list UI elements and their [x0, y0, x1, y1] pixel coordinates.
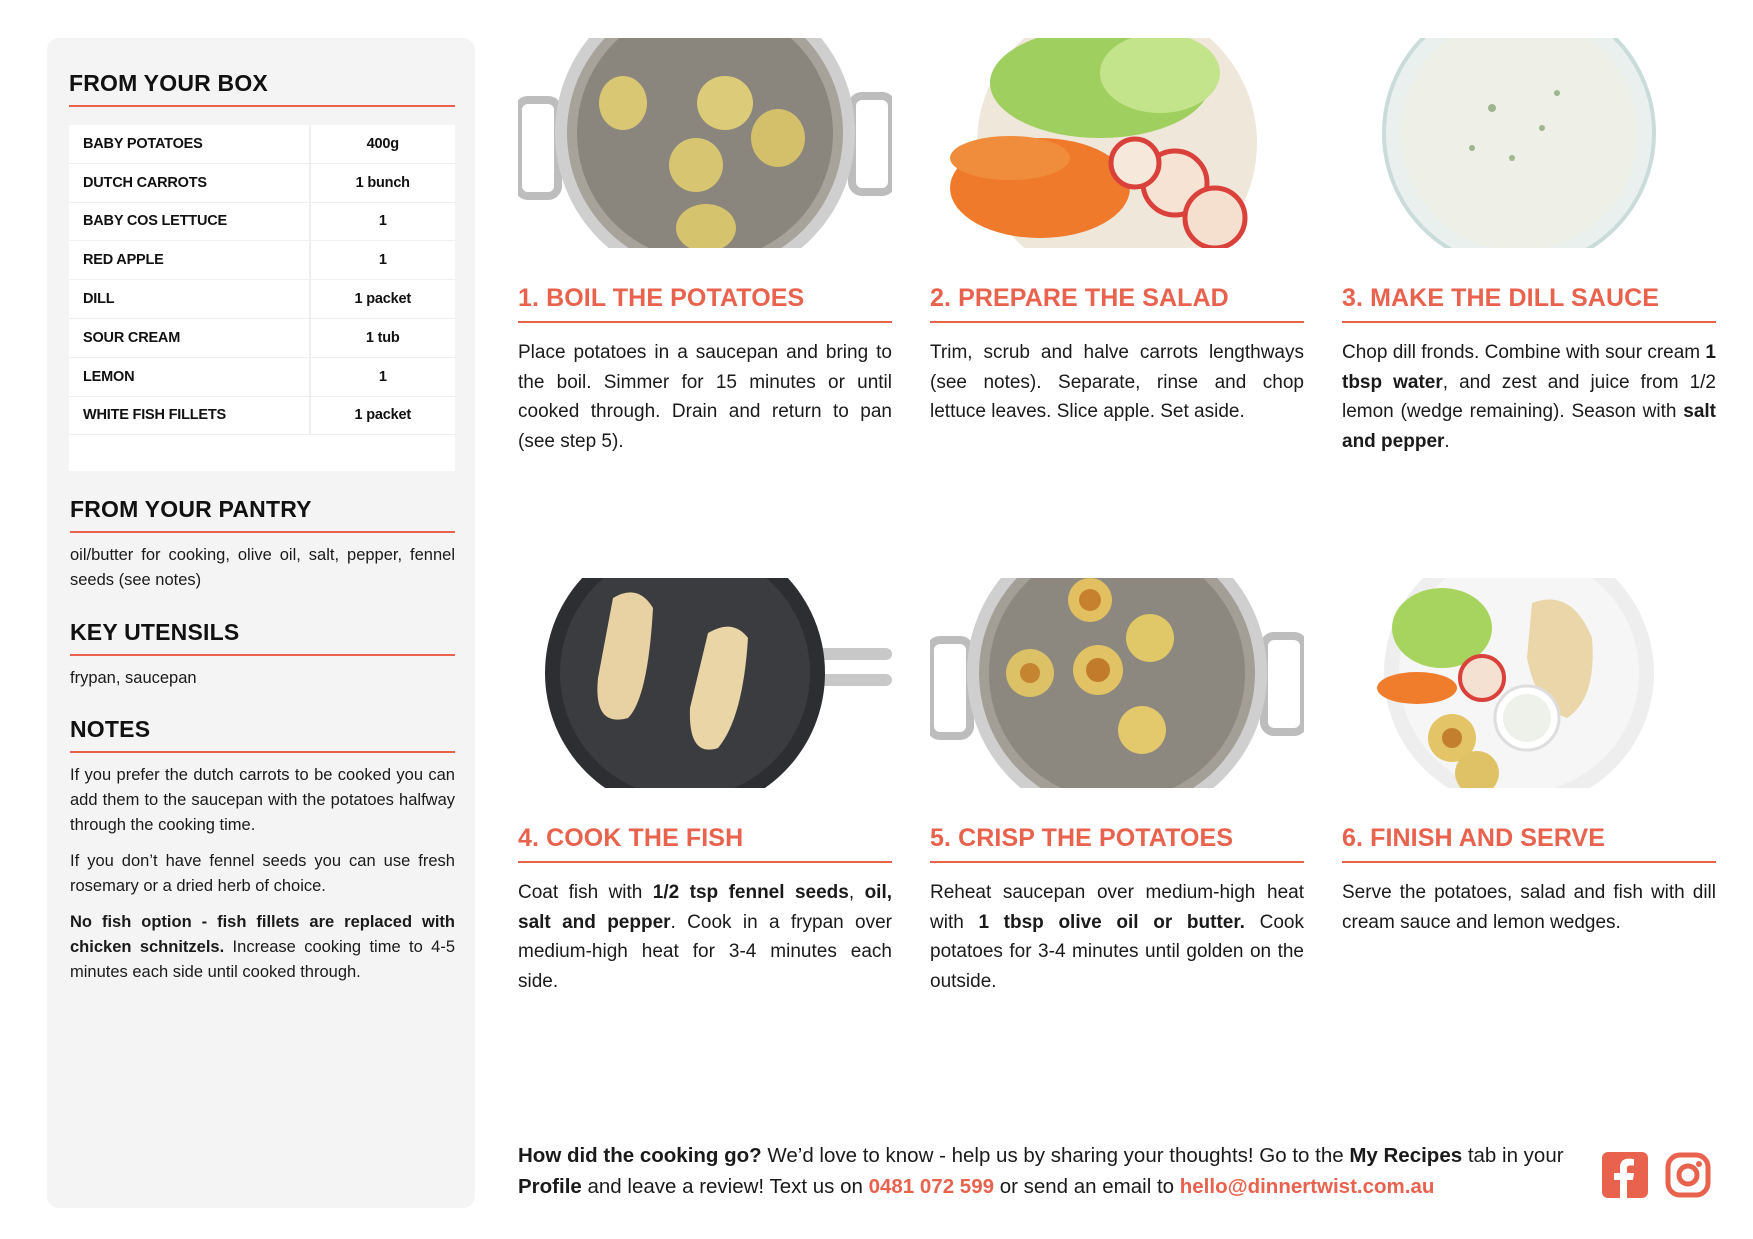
step-title: 5. CRISP THE POTATOES: [930, 824, 1234, 852]
table-row: [69, 241, 455, 280]
text-segment: We’d love to know - help us by sharing your thoughts! Go to the: [761, 1144, 1350, 1167]
text-segment: Reheat saucepan over medium-high heat with: [930, 882, 1304, 933]
note-bold: No fish option - fish fillets are replaced with chicken schnitzels.: [70, 913, 455, 956]
plated-dish-photo: [1342, 578, 1716, 788]
text-bold: oil, salt and pepper: [518, 882, 893, 933]
ingredient-qty: 1 tub: [365, 329, 400, 346]
ingredient-name: LEMON: [83, 368, 135, 385]
step-text: Serve the potatoes, salad and fish with dill cream sauce and lemon wedges.: [1342, 882, 1716, 933]
text-segment: and leave a review! Text us on: [581, 1175, 869, 1198]
step-text: Place potatoes in a saucepan and bring to the boil. Simmer for 15 minutes or until cooked through. Drain and return to pan (see step 5).: [518, 342, 892, 452]
divider: [930, 321, 1304, 323]
step-text: Trim, scrub and halve carrots lengthways (see notes). Separate, rinse and chop lettuce leaves. Slice apple. Set aside.: [930, 342, 1304, 422]
divider: [70, 531, 455, 533]
step-1: [518, 38, 892, 456]
feedback-message: [518, 1140, 1578, 1202]
step-title: 6. FINISH AND SERVE: [1342, 824, 1606, 852]
feedback-question: How did the cooking go?: [518, 1144, 762, 1167]
ingredients-sidebar: [47, 38, 475, 1208]
text-bold: 1 tbsp water: [1342, 342, 1716, 393]
section-title: FROM YOUR BOX: [69, 70, 268, 96]
ingredient-qty: 1: [378, 213, 387, 230]
ingredient-name: DILL: [83, 291, 115, 308]
ingredient-name: BABY POTATOES: [83, 135, 203, 152]
phone-link[interactable]: 0481 072 599: [868, 1175, 994, 1198]
facebook-icon[interactable]: [1602, 1152, 1648, 1198]
my-recipes-label: My Recipes: [1349, 1144, 1463, 1167]
text-bold: 1/2 tsp fennel seeds: [652, 882, 849, 903]
step-text: [930, 878, 1304, 996]
step-5: [930, 578, 1304, 996]
step-3: [1342, 38, 1716, 456]
text-segment: or send an email to: [994, 1175, 1180, 1198]
pantry-section: [70, 496, 455, 593]
profile-label: Profile: [518, 1175, 582, 1198]
ingredient-qty: 1: [378, 252, 387, 269]
dill-sauce-bowl-photo: [1342, 38, 1716, 248]
step-2: [930, 38, 1304, 427]
step-title: 3. MAKE THE DILL SAUCE: [1342, 284, 1660, 312]
ingredient-qty: 1 packet: [354, 407, 411, 424]
divider: [1342, 321, 1716, 323]
step-4: [518, 578, 892, 996]
frypan-fish-photo: [518, 578, 892, 788]
ingredient-name: BABY COS LETTUCE: [83, 213, 227, 230]
divider: [518, 321, 892, 323]
ingredient-name: DUTCH CARROTS: [83, 174, 207, 191]
instagram-icon[interactable]: [1665, 1152, 1711, 1198]
text-segment: Cook potatoes for 3-4 minutes until golden on the outside.: [930, 911, 1304, 992]
divider: [930, 861, 1304, 863]
step-text: [518, 878, 892, 996]
table-row: [69, 125, 455, 164]
email-link[interactable]: hello@dinnertwist.com.au: [1179, 1175, 1435, 1198]
step-6: [1342, 578, 1716, 937]
step-title: 2. PREPARE THE SALAD: [930, 284, 1229, 312]
ingredient-qty: 1: [378, 368, 387, 385]
from-your-box-heading: [69, 70, 455, 107]
text-bold: 1 tbsp olive oil or butter.: [978, 911, 1245, 933]
text-segment: Chop dill fronds. Combine with sour cream: [1342, 342, 1706, 363]
note-text: If you prefer the dutch carrots to be cooked you can add them to the saucepan with the potatoes halfway through the cooking time.: [70, 766, 455, 834]
text-segment: Coat fish with: [518, 882, 653, 903]
table-row: [69, 280, 455, 319]
text-bold: salt and pepper: [1342, 401, 1716, 452]
table-row: [69, 397, 455, 436]
divider: [1342, 861, 1716, 863]
ingredient-name: SOUR CREAM: [83, 329, 181, 346]
saucepan-potatoes-photo: [518, 38, 892, 248]
divider: [70, 654, 455, 656]
ingredient-qty: 400g: [366, 135, 399, 152]
table-row: [69, 319, 455, 358]
salad-vegetables-photo: [930, 38, 1304, 248]
section-title: KEY UTENSILS: [70, 619, 240, 645]
note-rest: Increase cooking time to 4-5 minutes each side until cooked through.: [70, 938, 455, 981]
table-row: [69, 164, 455, 203]
step-title: 4. COOK THE FISH: [518, 824, 744, 852]
note-text: If you don’t have fennel seeds you can use fresh rosemary or a dried herb of choice.: [70, 852, 455, 895]
step-title: 1. BOIL THE POTATOES: [518, 284, 805, 312]
section-title: NOTES: [70, 716, 151, 742]
ingredient-qty: 1 packet: [354, 291, 411, 308]
text-segment: , and zest and juice from 1/2 lemon (wedge remaining). Season with: [1342, 371, 1716, 422]
text-segment: ,: [848, 882, 865, 903]
section-title: FROM YOUR PANTRY: [70, 496, 312, 522]
step-text: [1342, 338, 1716, 456]
ingredient-name: WHITE FISH FILLETS: [83, 407, 227, 424]
text-segment: .: [1444, 430, 1450, 452]
saucepan-crisp-potatoes-photo: [930, 578, 1304, 788]
text-segment: tab in your: [1462, 1144, 1564, 1167]
divider: [518, 861, 892, 863]
ingredient-qty: 1 bunch: [355, 174, 410, 191]
ingredient-name: RED APPLE: [83, 252, 164, 269]
divider: [69, 105, 455, 107]
table-row: [69, 203, 455, 242]
table-row: [69, 358, 455, 397]
utensils-section: [70, 619, 455, 691]
text-segment: . Cook in a frypan over medium-high heat for 3-4 minutes each side.: [518, 911, 892, 992]
ingredients-table: [69, 125, 455, 471]
utensils-text: frypan, saucepan: [70, 669, 197, 687]
pantry-text: oil/butter for cooking, olive oil, salt, pepper, fennel seeds (see notes): [70, 546, 455, 589]
notes-section: [70, 716, 455, 985]
note-text: [70, 910, 455, 985]
divider: [70, 751, 455, 753]
